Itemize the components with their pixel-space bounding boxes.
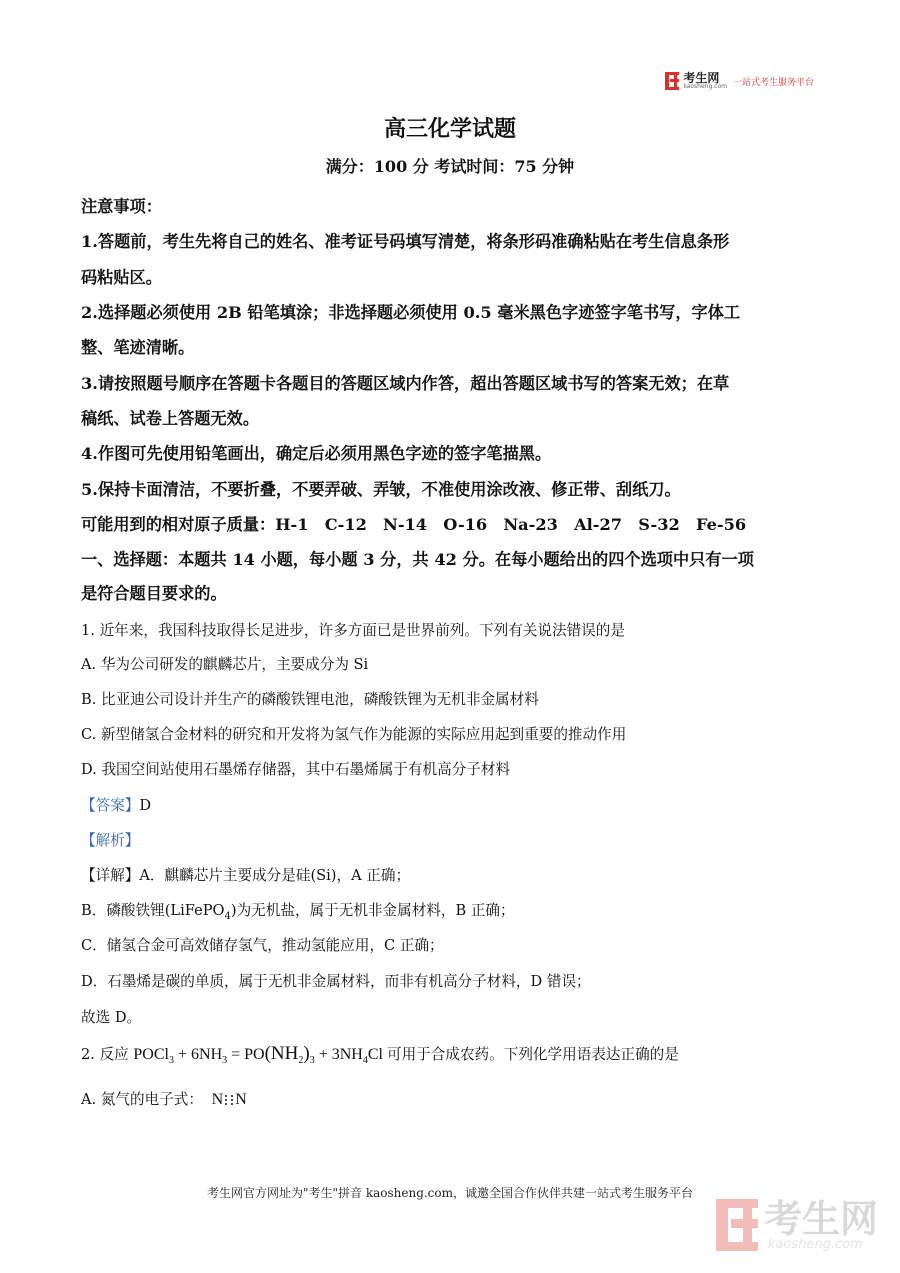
detail-line: C．储氢合金可高效储存氢气，推动氢能应用，C 正确； (81, 937, 444, 954)
notice-line: 码粘贴区。 (81, 268, 162, 287)
detail-line: B．磷酸铁锂(LiFePO$_4$)为无机盐，属于无机非金属材料，B 正确； (81, 902, 515, 922)
answer-line (81, 794, 151, 815)
question-2-stem: 2. 反应 POCl$_3$ + $6NH_3 = PO(NH_2)_3 + 3NH_4Cl$ 可用于合成农药。下列化学用语表达正确的是 (81, 1043, 679, 1067)
notice-line: 3.请按照题号顺序在答题卡各题目的答题区域内作答，超出答题区域书写的答案无效；在草 (81, 374, 730, 393)
header-logo (665, 72, 814, 90)
page-title: 高三化学试题 (383, 116, 516, 142)
electron-formula: N N (211, 1091, 247, 1108)
detail-line: D．石墨烯是碳的单质，属于无机非金属材料，而非有机高分子材料，D 错误； (81, 973, 591, 990)
answer-tag: 【答案】 (81, 797, 140, 814)
watermark-cn: 考生网 (763, 1196, 878, 1241)
brand-domain: kaosheng.com (683, 83, 727, 90)
section-heading: 一、选择题：本题共 14 小题，每小题 3 分，共 42 分。在每小题给出的四个选项中只有一项 (81, 550, 754, 569)
atomic-masses: 可能用到的相对原子质量：H-1 C-12 N-14 O-16 Na-23 Al-27 S-32 Fe-56 (81, 515, 747, 534)
watermark-en: kaosheng.com (767, 1236, 863, 1252)
electron-dots-icon (224, 1094, 234, 1106)
watermark (716, 1196, 878, 1252)
question-1-option-a: A. 华为公司研发的麒麟芯片，主要成分为 Si (81, 656, 369, 673)
notice-line: 整、笔迹清晰。 (81, 338, 195, 357)
question-1-stem: 1. 近年来，我国科技取得长足进步，许多方面已是世界前列。下列有关说法错误的是 (81, 622, 625, 639)
notice-line: 5.保持卡面清洁，不要折叠，不要弄破、弄皱，不准使用涂改液、修正带、刮纸刀。 (81, 480, 681, 499)
detail-line: 故选 D。 (81, 1009, 142, 1026)
notice-line: 1.答题前，考生先将自己的姓名、准考证号码填写清楚，将条形码准确粘贴在考生信息条形 (81, 232, 730, 251)
footer-text: 考生网官方网址为"考生"拼音 kaosheng.com，诚邀全国合作伙伴共建一站式考生服务平台 (206, 1186, 694, 1200)
brand-slogan: 一站式考生服务平台 (732, 77, 814, 88)
question-1-option-c: C. 新型储氢合金材料的研究和开发将为氢气作为能源的实际应用起到重要的推动作用 (81, 726, 627, 743)
section-heading-cont: 是符合题目要求的。 (81, 584, 227, 603)
notice-line: 4.作图可先使用铅笔画出，确定后必须用黑色字迹的签字笔描黑。 (81, 444, 552, 463)
watermark-logo-icon (716, 1199, 758, 1251)
question-1-option-d: D. 我国空间站使用石墨烯存储器，其中石墨烯属于有机高分子材料 (81, 761, 511, 778)
notice-heading: 注意事项： (81, 197, 162, 216)
page-subtitle: 满分：100 分 考试时间：75 分钟 (325, 157, 575, 176)
reaction-equation: POCl$_3$ + $6NH_3 = PO(NH_2)_3 + 3NH_4Cl$ (133, 1043, 383, 1067)
question-1-option-b: B. 比亚迪公司设计并生产的磷酸铁锂电池，磷酸铁锂为无机非金属材料 (81, 691, 539, 708)
answer-value: D (139, 797, 152, 814)
notice-line: 稿纸、试卷上答题无效。 (81, 409, 260, 428)
detail-line: 【详解】A．麒麟芯片主要成分是硅(Si)，A 正确； (81, 867, 411, 884)
analysis-tag: 【解析】 (81, 832, 140, 849)
notice-line: 2.选择题必须使用 2B 铅笔填涂；非选择题必须使用 0.5 毫米黑色字迹签字笔书写，字体工 (81, 303, 741, 322)
kaosheng-logo-icon (665, 72, 679, 90)
brand-name: 考生网 (683, 71, 720, 85)
question-2-option-a: A. 氮气的电子式： N N (81, 1091, 247, 1108)
